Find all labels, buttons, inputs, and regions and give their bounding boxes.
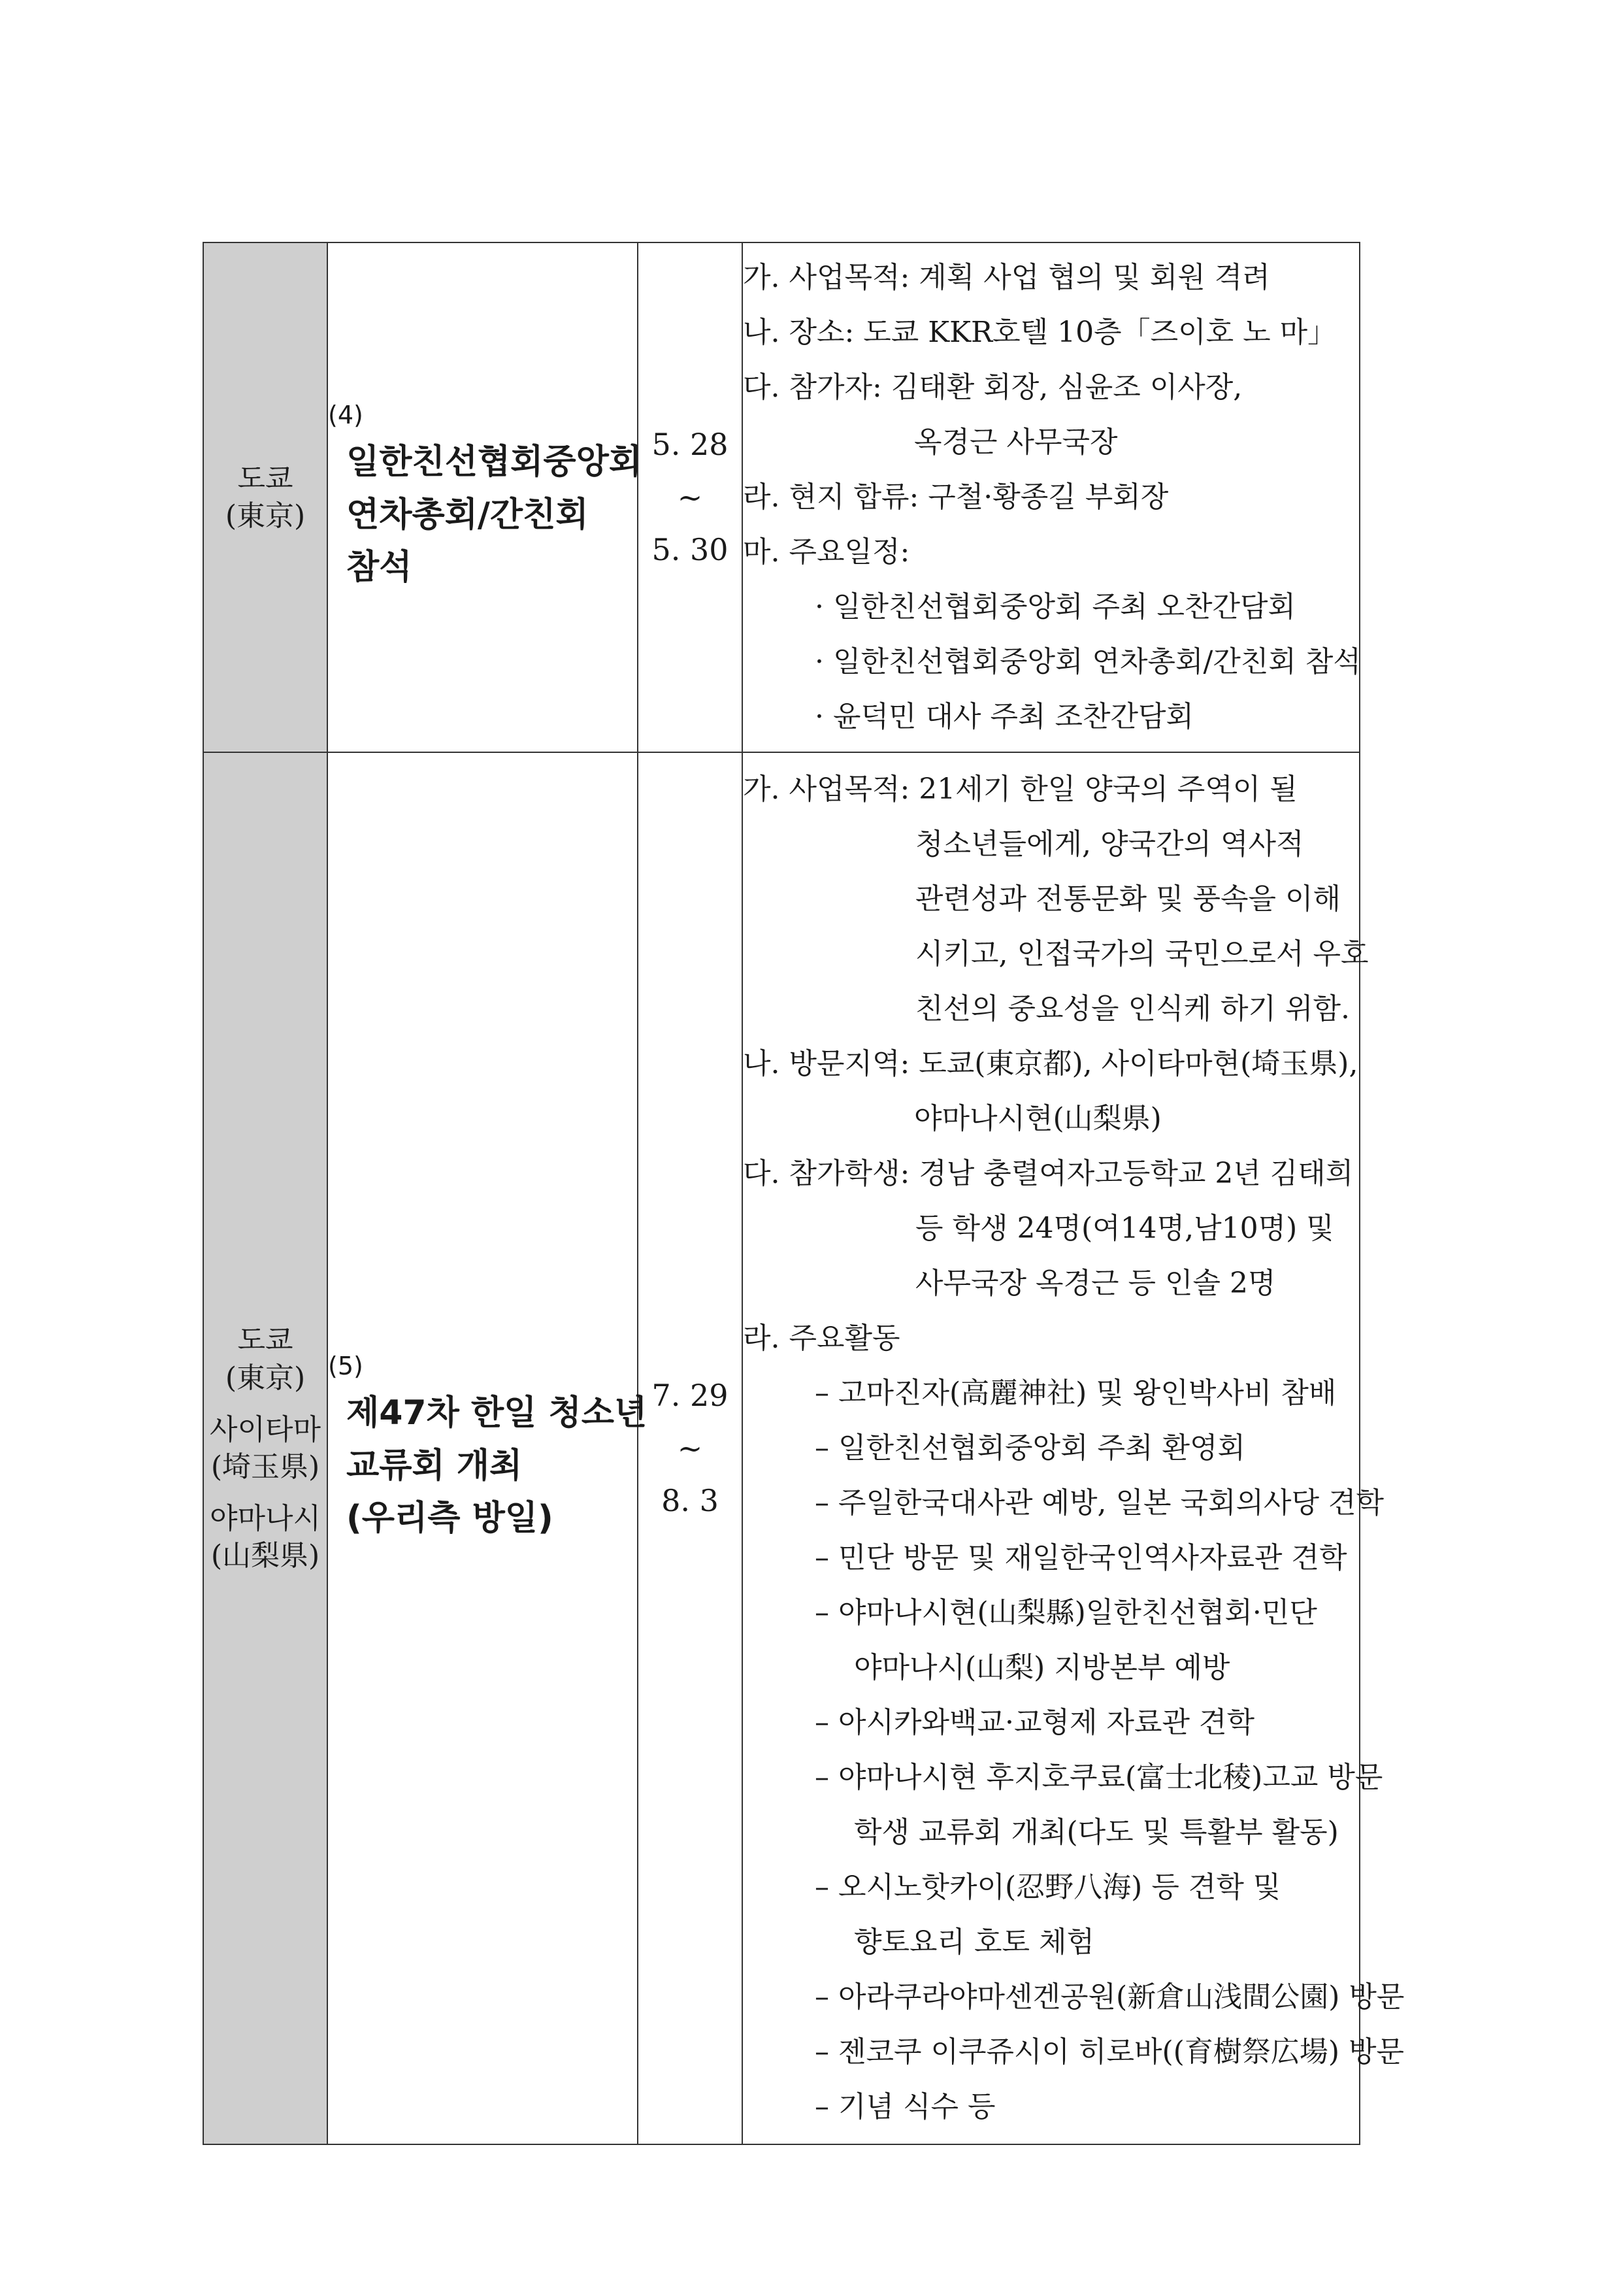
region-cell bbox=[203, 752, 327, 2144]
detail-line: 다. 참가자: 김태환 회장, 심윤조 이사장, bbox=[743, 371, 1243, 404]
start-date: 5. 28 bbox=[651, 427, 729, 463]
detail-dash-item: – 야마나시현 후지호쿠료(富士北稜)고교 방문 bbox=[815, 1761, 1383, 1794]
detail-dash-item: – 젠코쿠 이쿠쥬시이 히로바((育樹祭広場) 방문 bbox=[815, 2035, 1404, 2069]
table-row bbox=[203, 242, 1360, 752]
detail-line: 등 학생 24명(여14명,남10명) 및 bbox=[915, 1212, 1334, 1245]
detail-line: 가. 사업목적: 계획 사업 협의 및 회원 격려 bbox=[743, 261, 1270, 294]
region-name: 사이타마 bbox=[209, 1412, 321, 1446]
detail-dash-item: – 일한친선협회중앙회 주최 환영회 bbox=[815, 1431, 1246, 1465]
detail-dash-continuation: 야마나시(山梨) 지방본부 예방 bbox=[854, 1651, 1230, 1684]
detail-line: 청소년들에게, 양국간의 역사적 bbox=[915, 827, 1304, 861]
region-name-hanja: (埼玉県) bbox=[210, 1450, 320, 1484]
detail-bullet: · 일한친선협회중앙회 연차총회/간친회 참석 bbox=[815, 645, 1361, 678]
detail-line: 옥경근 사무국장 bbox=[914, 425, 1118, 459]
detail-dash-item: – 아라쿠라야마센겐공원(新倉山浅間公園) 방문 bbox=[815, 1980, 1405, 2014]
detail-dash-item: – 아시카와백교·교형제 자료관 견학 bbox=[815, 1706, 1254, 1739]
date-cell bbox=[638, 242, 742, 752]
region-group bbox=[204, 1322, 327, 1396]
detail-line: 나. 장소: 도쿄 KKR호텔 10층「즈이호 노 마」 bbox=[743, 316, 1337, 349]
detail-line: 가. 사업목적: 21세기 한일 양국의 주역이 될 bbox=[743, 773, 1298, 806]
region-name-hanja: (山梨県) bbox=[210, 1539, 320, 1573]
region-name-hanja: (東京) bbox=[225, 499, 306, 533]
event-title-line: 교류회 개최 bbox=[346, 1446, 523, 1486]
event-title-cell bbox=[327, 242, 642, 752]
event-title-line: 일한친선협회중앙회 bbox=[346, 442, 642, 482]
detail-dash-item: – 주일한국대사관 예방, 일본 국회의사당 견학 bbox=[815, 1486, 1384, 1520]
region-name: 도쿄 bbox=[237, 1323, 293, 1357]
detail-dash-item: – 민단 방문 및 재일한국인역사자료관 견학 bbox=[815, 1541, 1347, 1574]
event-title-line: (우리측 방일) bbox=[346, 1499, 553, 1539]
detail-dash-item: – 고마진자(高麗神社) 및 왕인박사비 참배 bbox=[815, 1376, 1337, 1410]
event-number: (4) bbox=[328, 401, 363, 430]
detail-cell bbox=[742, 242, 1360, 752]
detail-line: 라. 주요활동 bbox=[743, 1322, 900, 1355]
date-separator: ~ bbox=[677, 479, 703, 515]
event-title-line: 연차총회/간친회 bbox=[346, 495, 589, 535]
event-title-line: 제47차 한일 청소년 bbox=[346, 1393, 648, 1433]
detail-line: 다. 참가학생: 경남 충렬여자고등학교 2년 김태희 bbox=[743, 1157, 1354, 1190]
detail-dash-continuation: 향토요리 호토 체험 bbox=[854, 1925, 1095, 1959]
start-date: 7. 29 bbox=[651, 1378, 729, 1414]
schedule-table bbox=[203, 242, 1405, 2145]
event-title bbox=[328, 1387, 648, 1545]
detail-line: 관련성과 전통문화 및 풍속을 이해 bbox=[915, 882, 1341, 916]
end-date: 8. 3 bbox=[661, 1483, 719, 1519]
detail-line: 사무국장 옥경근 등 인솔 2명 bbox=[915, 1267, 1276, 1300]
detail-line: 마. 주요일정: bbox=[743, 535, 910, 569]
detail-line: 시키고, 인접국가의 국민으로서 우호 bbox=[915, 937, 1369, 971]
detail-bullet: · 윤덕민 대사 주최 조찬간담회 bbox=[815, 700, 1194, 733]
detail-line: 친선의 중요성을 인식케 하기 위함. bbox=[915, 992, 1350, 1025]
region-cell bbox=[203, 242, 327, 752]
event-number: (5) bbox=[328, 1352, 363, 1381]
event-title-cell bbox=[327, 752, 648, 2144]
event-title bbox=[328, 436, 642, 594]
region-name-hanja: (東京) bbox=[225, 1361, 306, 1395]
detail-dash-item: – 야마나시현(山梨縣)일한친선협회·민단 bbox=[815, 1596, 1317, 1629]
detail-cell bbox=[742, 752, 1405, 2144]
region-group bbox=[204, 1500, 327, 1574]
detail-dash-item: – 기념 식수 등 bbox=[815, 2090, 996, 2123]
end-date: 5. 30 bbox=[651, 532, 729, 568]
region-name: 도쿄 bbox=[237, 461, 293, 495]
detail-dash-continuation: 학생 교류회 개최(다도 및 특활부 활동) bbox=[854, 1816, 1339, 1849]
table-row bbox=[203, 752, 1360, 2144]
region-group bbox=[204, 1411, 327, 1486]
date-separator: ~ bbox=[677, 1430, 703, 1466]
region-name: 야마나시 bbox=[209, 1502, 321, 1536]
detail-line: 나. 방문지역: 도쿄(東京都), 사이타마현(埼玉県), bbox=[743, 1047, 1358, 1080]
detail-line: 야마나시현(山梨県) bbox=[914, 1102, 1162, 1135]
date-cell bbox=[638, 752, 742, 2144]
detail-line: 라. 현지 합류: 구철·황종길 부회장 bbox=[743, 480, 1169, 514]
detail-dash-item: – 오시노핫카이(忍野八海) 등 견학 및 bbox=[815, 1871, 1281, 1904]
event-title-line: 참석 bbox=[346, 548, 412, 588]
detail-bullet: · 일한친선협회중앙회 주최 오찬간담회 bbox=[815, 590, 1296, 624]
